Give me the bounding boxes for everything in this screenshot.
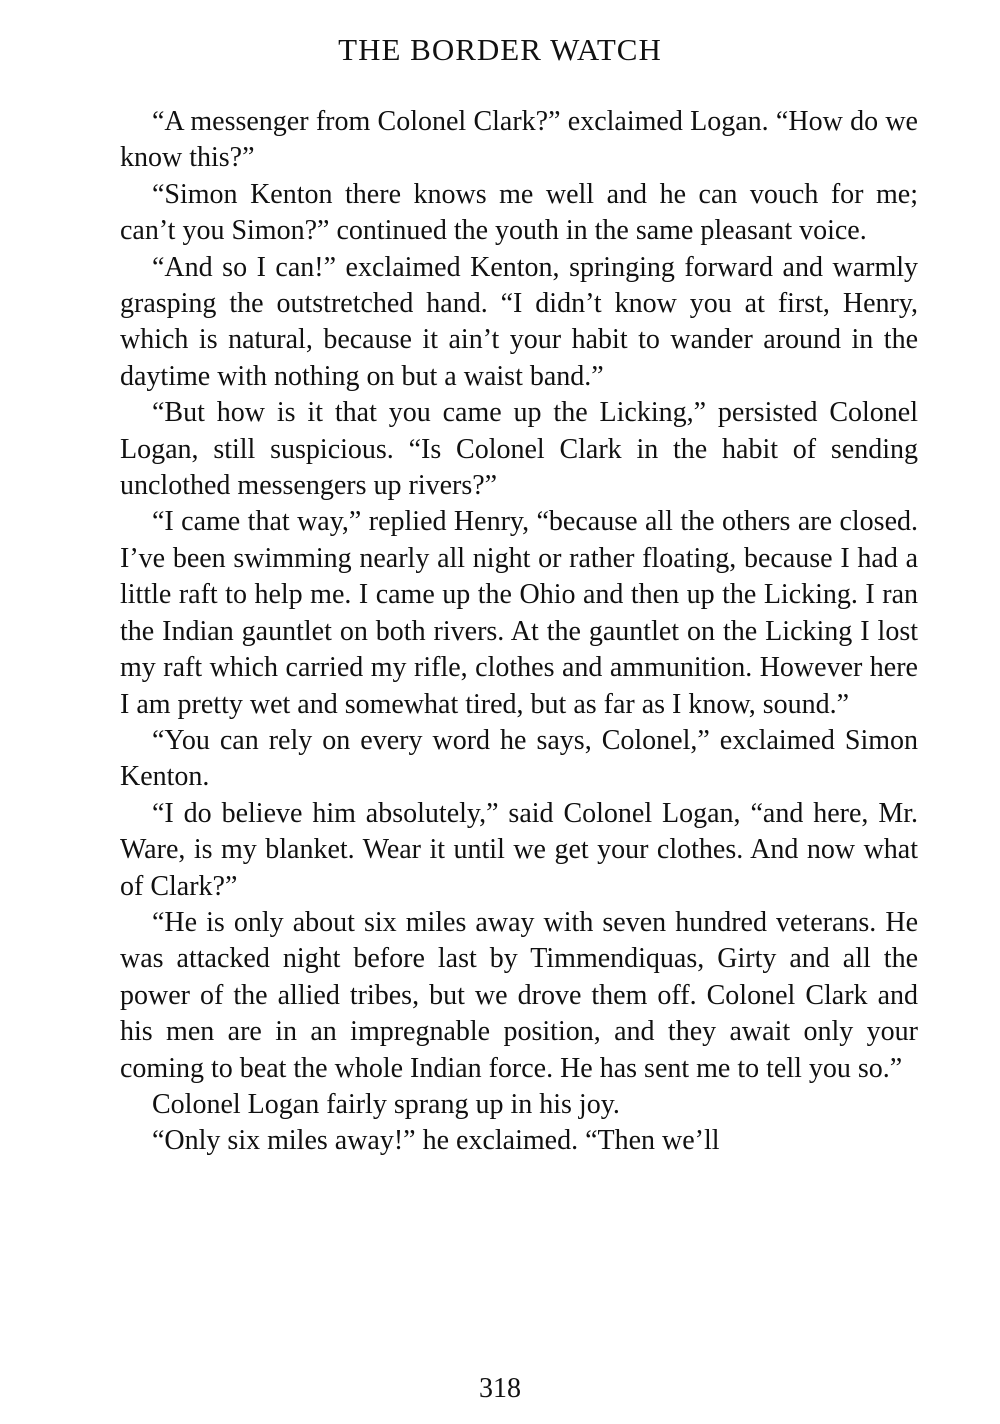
paragraph-continued: “Only six miles away!” he exclaimed. “Then we’ll	[152, 1125, 720, 1157]
paragraph: “Simon Kenton there knows me well and he can vouch for me; can’t you Simon?” continued the youth in the same pleasant voice.	[120, 178, 918, 247]
paragraph: “But how is it that you came up the Licking,” persisted Colonel Logan, still suspicious. “Is Colonel Clark in the habit of sending unclothed messengers up rivers?”	[120, 397, 918, 502]
page-number: 318	[479, 1373, 521, 1404]
paragraph: “He is only about six miles away with seven hundred veterans. He was attacked night before last by Timmendiquas, Girty and all the power of the allied tribes, but we drove them off. Colonel Clark and his men are in an impregnable position, and they await only your coming to beat the whole Indian force. He has sent me to tell you so.”	[120, 906, 918, 1084]
paragraph: “A messenger from Colonel Clark?” exclaimed Logan. “How do we know this?”	[120, 106, 918, 174]
paragraph: “I do believe him absolutely,” said Colonel Logan, “and here, Mr. Ware, is my blanket. Wear it until we get your clothes. And now what of Clark?”	[120, 797, 918, 902]
paragraph: “You can rely on every word he says, Colonel,” exclaimed Simon Kenton.	[120, 724, 918, 793]
paragraph: Colonel Logan fairly sprang up in his joy.	[152, 1088, 620, 1120]
body-text	[120, 104, 918, 1160]
paragraph: “I came that way,” replied Henry, “because all the others are closed. I’ve been swimming nearly all night or rather floating, because I had a little raft to help me. I came up the Ohio and then up the Licking. I ran the Indian gauntlet on both rivers. At the gauntlet on the Licking I lost my raft which carried my rifle, clothes and ammunition. However here I am pretty wet and somewhat tired, but as far as I know, sound.”	[120, 506, 918, 720]
running-title: THE BORDER WATCH	[338, 32, 662, 67]
paragraph: “And so I can!” exclaimed Kenton, springing forward and warmly grasping the outstretched hand. “I didn’t know you at first, Henry, which is natural, because it ain’t your habit to wander around in the daytime with nothing on but a waist band.”	[120, 251, 918, 392]
